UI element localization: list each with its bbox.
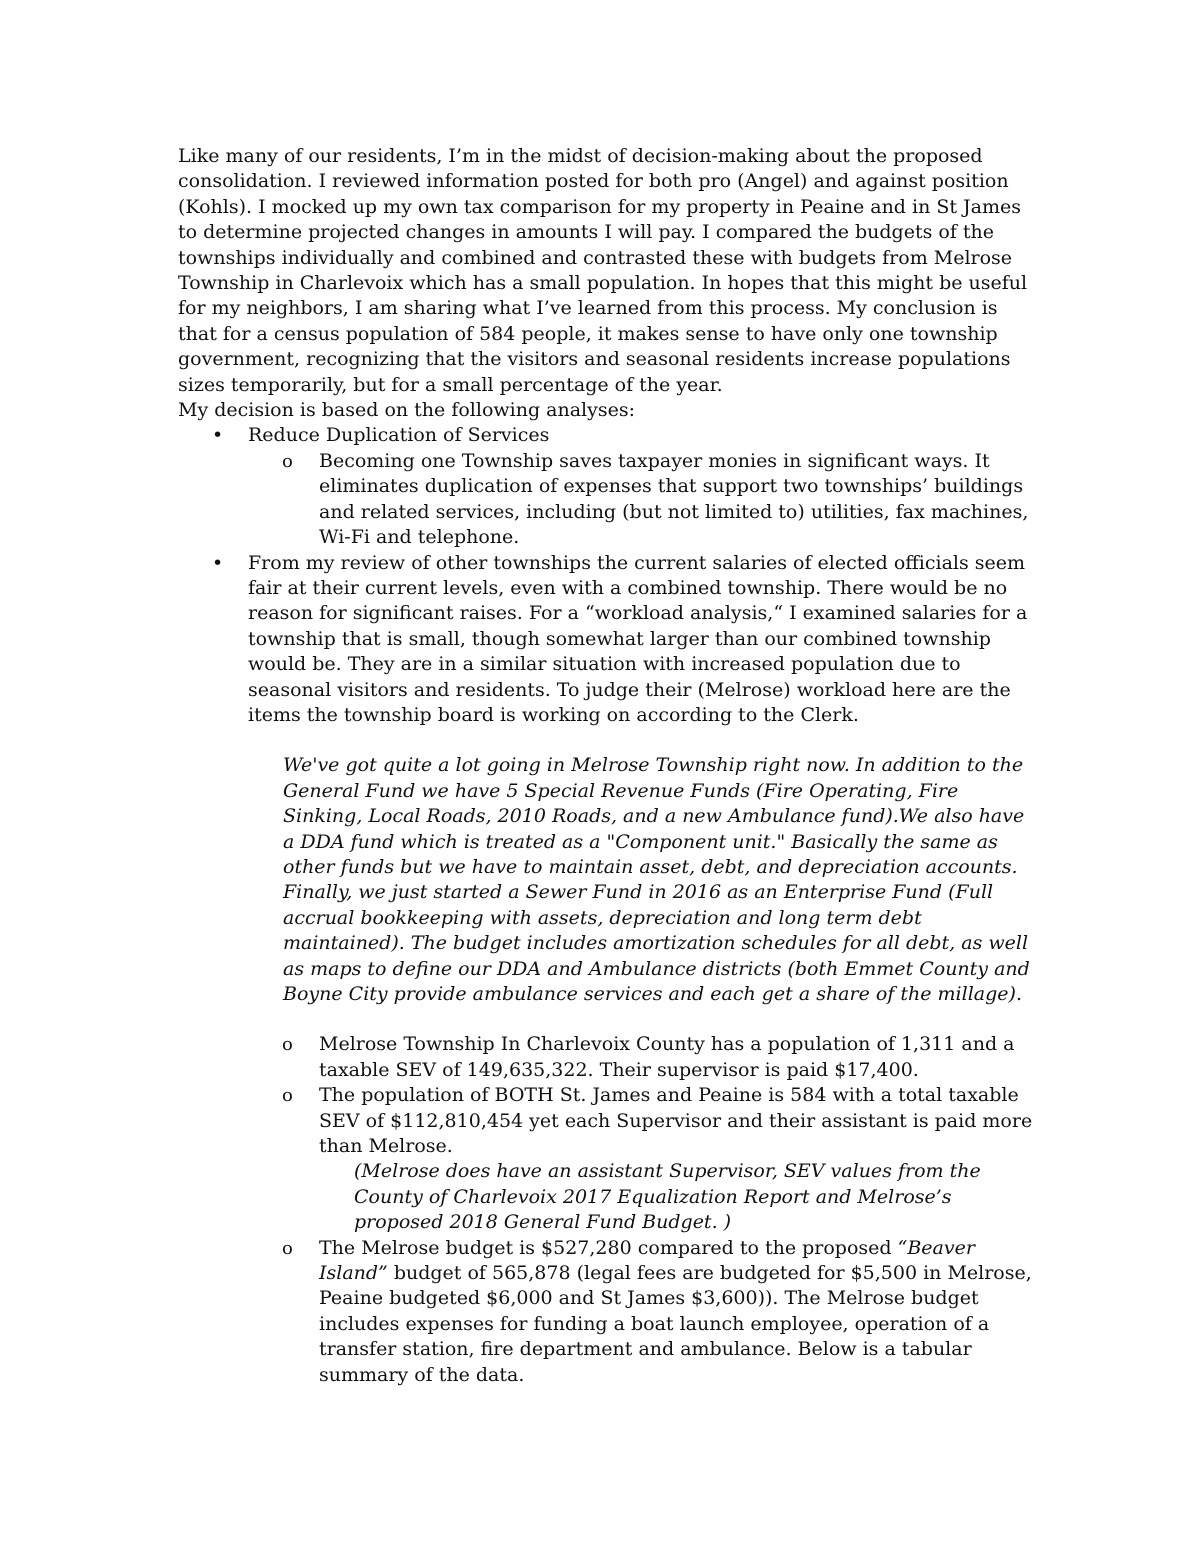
intro-paragraph: Like many of our residents, I’m in the midst of decision-making about the proposed consolidation. I reviewed information posted for both pro (Angel) and against position (Kohls). I mocked up my own tax comparison for my property in Peaine and in St James to determine projected changes in amounts I will pay. I compared the budgets of the townships individually and combined and contrasted these with budgets from Melrose Township in Charlevoix which has a small population. In hopes that this might be useful for my neighbors, I am sharing what I’ve learned from this process. My conclusion is that for a census population of 584 people, it makes sense to have only one township government, recognizing that the visitors and seasonal residents increase populations sizes temporarily, but for a small percentage of the year. xyxy=(178,145,1028,396)
bullet-title: Reduce Duplication of Services xyxy=(248,424,550,447)
bullet-salaries xyxy=(178,551,1038,729)
sub-item-one-township xyxy=(178,449,1038,551)
budget-text-end: budget of 565,878 (legal fees are budgeted for $5,500 in Melrose, Peaine budgeted $6,000 and St James $3,600)). The Melrose budget includes expenses for funding a boat launch employee, operation of a transfer station, fire department and ambulance. Below is a tabular summary of the data. xyxy=(319,1262,1032,1386)
sub-text: The population of BOTH St. James and Peaine is 584 with a total taxable SEV of $112,810,454 yet each Supervisor and their assistant is paid more than Melrose. xyxy=(319,1084,1033,1158)
decision-line: My decision is based on the following analyses: xyxy=(178,399,636,422)
sub-mark: o xyxy=(282,1237,293,1259)
bullet-reduce-duplication xyxy=(178,423,1038,448)
sub-text: Becoming one Township saves taxpayer monies in significant ways. It eliminates duplication of expenses that support two townships’ buildings and related services, including (but not limited to) utilities, fax machines, Wi-Fi and telephone. xyxy=(319,449,1029,549)
sources-note: (Melrose does have an assistant Supervisor, SEV values from the County of Charlevoix 2017 Equalization Report and Melrose’s proposed 2018 General Fund Budget. ) xyxy=(354,1160,981,1234)
sub-item-combined-population xyxy=(178,1083,1038,1159)
sub-item-melrose-population xyxy=(178,1032,1038,1083)
sub-text xyxy=(319,1236,1038,1388)
bullet-text: From my review of other townships the current salaries of elected officials seem fair at their current levels, even with a combined township. There would be no reason for significant raises. For a “workload analysis,“ I examined salaries for a township that is small, though somewhat larger than our combined township would be. They are in a similar situation with increased population due to seasonal visitors and residents. To judge their (Melrose) workload here are the items the township board is working on according to the Clerk. xyxy=(248,551,1028,726)
bullet-mark: • xyxy=(212,424,224,447)
sub-text: Melrose Township In Charlevoix County has a population of 1,311 and a taxable SEV of 149,635,322. Their supervisor is paid $17,400. xyxy=(319,1033,1015,1081)
clerk-quote: We've got quite a lot going in Melrose Township right now. In addition to the General Fund we have 5 Special Revenue Funds (Fire Operating, Fire Sinking, Local Roads, 2010 Roads, and a new Ambulance fund).We also have a DDA fund which is treated as a "Component unit." Basically the same as other funds but we have to maintain asset, debt, and depreciation accounts. Finally, we just started a Sewer Fund in 2016 as an Enterprise Fund (Full accrual bookkeeping with assets, depreciation and long term debt maintained). The budget includes amortization schedules for all debt, as well as maps to define our DDA and Ambulance districts (both Emmet County and Boyne City provide ambulance services and each get a share of the millage). xyxy=(283,754,1030,1005)
budget-text-start: The Melrose budget is $527,280 compared to the proposed xyxy=(319,1236,898,1259)
document-page xyxy=(178,144,1038,1388)
sub-item-budget-comparison xyxy=(178,1236,1038,1388)
bullet-mark: • xyxy=(212,551,224,574)
beaver-island-term: “Beaver Island” xyxy=(319,1236,975,1285)
sub-mark: o xyxy=(282,1034,293,1056)
sub-mark: o xyxy=(282,1085,293,1107)
sub-mark: o xyxy=(282,450,293,472)
